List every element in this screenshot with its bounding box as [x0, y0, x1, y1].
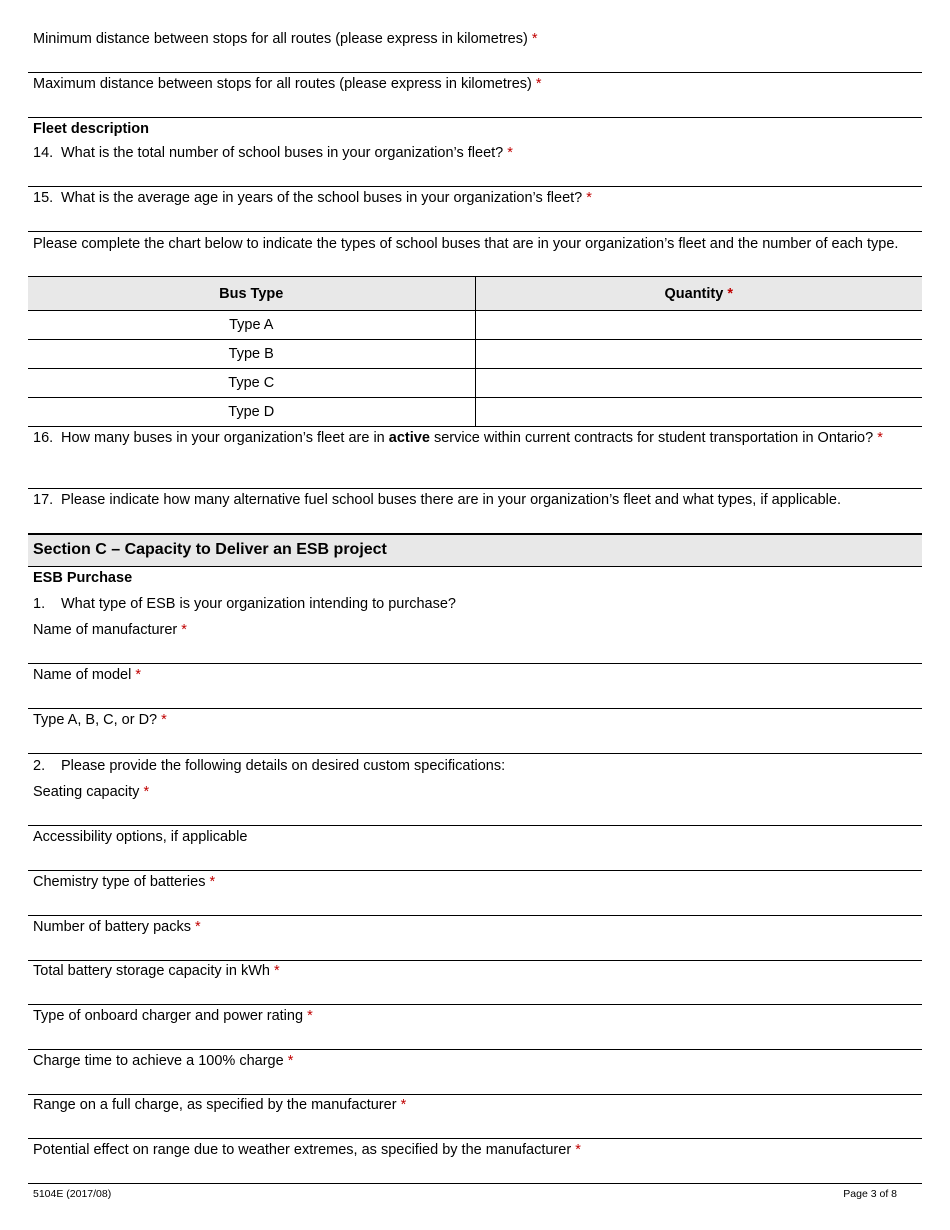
bus-type-table [28, 276, 922, 427]
bus-type-cell: Type C [28, 369, 475, 398]
quantity-input-type-d[interactable] [475, 398, 922, 427]
q17-label: 17. Please indicate how many alternative fuel school buses there are in your organization’s fleet and what types, if applicable. [33, 492, 841, 508]
bus-type-cell: Type D [28, 398, 475, 427]
onboard-charger-label: Type of onboard charger and power rating * [33, 1008, 313, 1024]
bus-type-cell: Type B [28, 340, 475, 369]
bus-type-header: Bus Type [28, 277, 475, 311]
range-label: Range on a full charge, as specified by the manufacturer * [33, 1097, 407, 1113]
divider [28, 753, 922, 754]
model-field[interactable] [28, 664, 922, 708]
table-row [28, 398, 922, 427]
battery-chemistry-label: Chemistry type of batteries * [33, 874, 216, 890]
section-c-header: Section C – Capacity to Deliver an ESB project [28, 533, 922, 567]
table-row [28, 369, 922, 398]
fleet-description-heading: Fleet description [33, 121, 150, 137]
chart-intro: Please complete the chart below to indicate the types of school buses that are in your organization’s fleet and the number of each type. [33, 236, 899, 252]
model-label: Name of model * [33, 667, 142, 683]
table-row [28, 340, 922, 369]
q14-label: 14. What is the total number of school buses in your organization’s fleet? * [33, 145, 513, 161]
max-distance-label: Maximum distance between stops for all routes (please express in kilometres) * [33, 76, 542, 92]
seating-capacity-field[interactable] [28, 780, 922, 825]
divider [28, 117, 922, 118]
seating-capacity-label: Seating capacity * [33, 784, 150, 800]
quantity-input-type-c[interactable] [475, 369, 922, 398]
quantity-header: Quantity * [475, 277, 922, 311]
manufacturer-label: Name of manufacturer * [33, 622, 187, 638]
charge-time-label: Charge time to achieve a 100% charge * [33, 1053, 294, 1069]
c-q2-label: 2. Please provide the following details on desired custom specifications: [33, 758, 506, 774]
accessibility-label: Accessibility options, if applicable [33, 829, 248, 845]
bus-type-label: Type A, B, C, or D? * [33, 712, 167, 728]
quantity-input-type-a[interactable] [475, 311, 922, 340]
page-number: Page 3 of 8 [843, 1188, 897, 1200]
quantity-input-type-b[interactable] [475, 340, 922, 369]
table-row [28, 311, 922, 340]
bus-type-cell: Type A [28, 311, 475, 340]
table-header-row [28, 277, 922, 311]
battery-packs-label: Number of battery packs * [33, 919, 201, 935]
storage-capacity-label: Total battery storage capacity in kWh * [33, 963, 280, 979]
form-id: 5104E (2017/08) [33, 1188, 112, 1200]
q16-label: 16. How many buses in your organization’s fleet are in active service within current contracts for student transportation in Ontario? * [33, 430, 883, 446]
q15-label: 15. What is the average age in years of the school buses in your organization’s fleet? * [33, 190, 592, 206]
divider [28, 1183, 922, 1184]
min-distance-label: Minimum distance between stops for all routes (please express in kilometres) * [33, 31, 538, 47]
divider [28, 231, 922, 232]
esb-purchase-heading: ESB Purchase [33, 570, 133, 586]
weather-range-label: Potential effect on range due to weather extremes, as specified by the manufacturer * [33, 1142, 581, 1158]
c-q1-label: 1. What type of ESB is your organization intending to purchase? [33, 596, 456, 612]
